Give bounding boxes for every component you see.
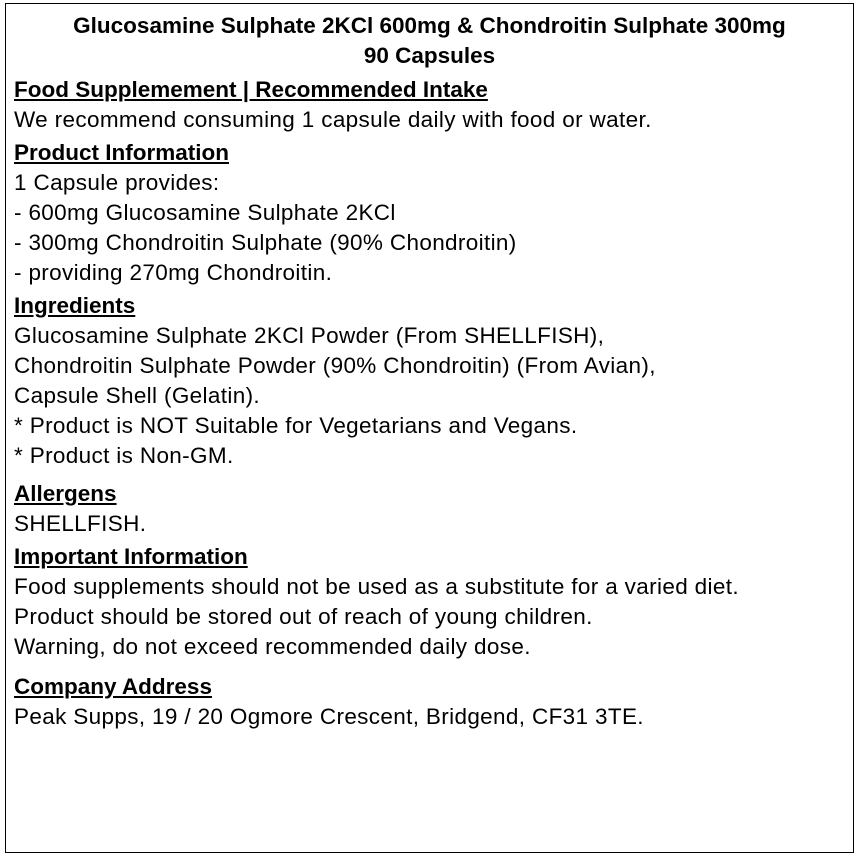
section-heading: Food Supplemement | Recommended Intake	[14, 77, 488, 102]
section-line: Warning, do not exceed recommended daily dose.	[14, 634, 531, 659]
product-title	[14, 11, 845, 71]
section-line: Food supplements should not be used as a substitute for a varied diet.	[14, 574, 739, 599]
product-title-line-2: 90 Capsules	[363, 43, 496, 68]
section-line: - providing 270mg Chondroitin.	[14, 260, 333, 285]
section-heading: Important Information	[14, 544, 248, 569]
section-product-information	[14, 138, 845, 288]
section-heading: Company Address	[14, 674, 212, 699]
section-line: Chondroitin Sulphate Powder (90% Chondroitin) (From Avian),	[14, 353, 656, 378]
section-heading: Allergens	[14, 481, 117, 506]
section-line: - 300mg Chondroitin Sulphate (90% Chondroitin)	[14, 230, 517, 255]
section-line: Capsule Shell (Gelatin).	[14, 383, 261, 408]
section-heading: Ingredients	[14, 293, 136, 318]
section-line: * Product is Non-GM.	[14, 443, 234, 468]
section-ingredients	[14, 291, 845, 471]
section-recommended-intake	[14, 75, 845, 135]
supplement-label	[5, 3, 854, 853]
product-title-line-1: Glucosamine Sulphate 2KCl 600mg & Chondroitin Sulphate 300mg	[73, 13, 786, 38]
section-line: * Product is NOT Suitable for Vegetarians and Vegans.	[14, 413, 578, 438]
section-company-address	[14, 672, 845, 732]
section-important-information	[14, 542, 845, 662]
section-line: SHELLFISH.	[14, 511, 147, 536]
section-line: 1 Capsule provides:	[14, 170, 220, 195]
section-line: Peak Supps, 19 / 20 Ogmore Crescent, Bridgend, CF31 3TE.	[14, 704, 644, 729]
section-allergens	[14, 479, 845, 539]
section-line: - 600mg Glucosamine Sulphate 2KCl	[14, 200, 396, 225]
section-line: We recommend consuming 1 capsule daily with food or water.	[14, 107, 652, 132]
section-line: Glucosamine Sulphate 2KCl Powder (From SHELLFISH),	[14, 323, 605, 348]
section-heading: Product Information	[14, 140, 229, 165]
section-line: Product should be stored out of reach of young children.	[14, 604, 593, 629]
